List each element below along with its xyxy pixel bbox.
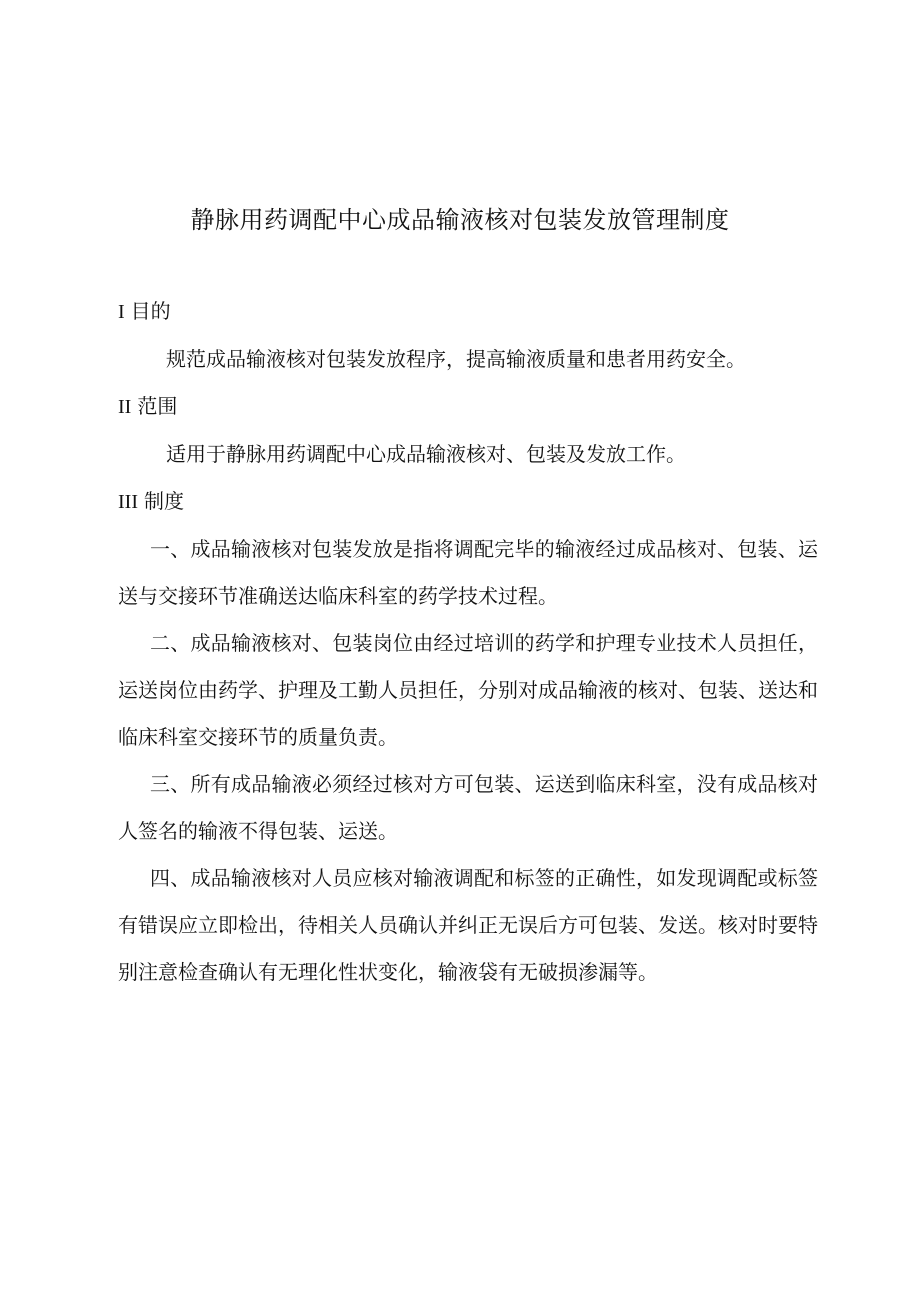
rule-paragraph-3: 三、所有成品输液必须经过核对方可包装、运送到临床科室，没有成品核对人签名的输液不得包装、运送。 xyxy=(118,772,818,843)
section-heading-scope xyxy=(118,383,818,431)
section-title: 范围 xyxy=(137,394,178,418)
purpose-paragraph: 规范成品输液核对包装发放程序，提高输液质量和患者用药安全。 xyxy=(166,347,746,371)
rule-paragraph-2: 二、成品输液核对、包装岗位由经过培训的药学和护理专业技术人员担任，运送岗位由药学、护理及工勤人员担任，分别对成品输液的核对、包装、送达和临床科室交接环节的质量负责。 xyxy=(118,631,818,749)
rule-paragraph-4: 四、成品输液核对人员应核对输液调配和标签的正确性，如发现调配或标签有错误应立即检出，待相关人员确认并纠正无误后方可包装、发送。核对时要特别注意检查确认有无理化性状变化，输液袋有无破损渗漏等。 xyxy=(118,866,818,984)
section-heading-purpose xyxy=(118,288,818,336)
section-number: I xyxy=(118,301,125,323)
section-title: 目的 xyxy=(130,299,171,323)
section-number: III xyxy=(118,491,138,513)
section-title: 制度 xyxy=(143,489,184,513)
rule-paragraph-1: 一、成品输液核对包装发放是指将调配完毕的输液经过成品核对、包装、运送与交接环节准确送达临床科室的药学技术过程。 xyxy=(118,537,818,608)
section-heading-rules xyxy=(118,478,818,526)
document-body xyxy=(118,288,818,996)
document-title: 静脉用药调配中心成品输液核对包装发放管理制度 xyxy=(190,206,730,234)
section-number: II xyxy=(118,396,132,418)
scope-paragraph: 适用于静脉用药调配中心成品输液核对、包装及发放工作。 xyxy=(166,442,686,466)
